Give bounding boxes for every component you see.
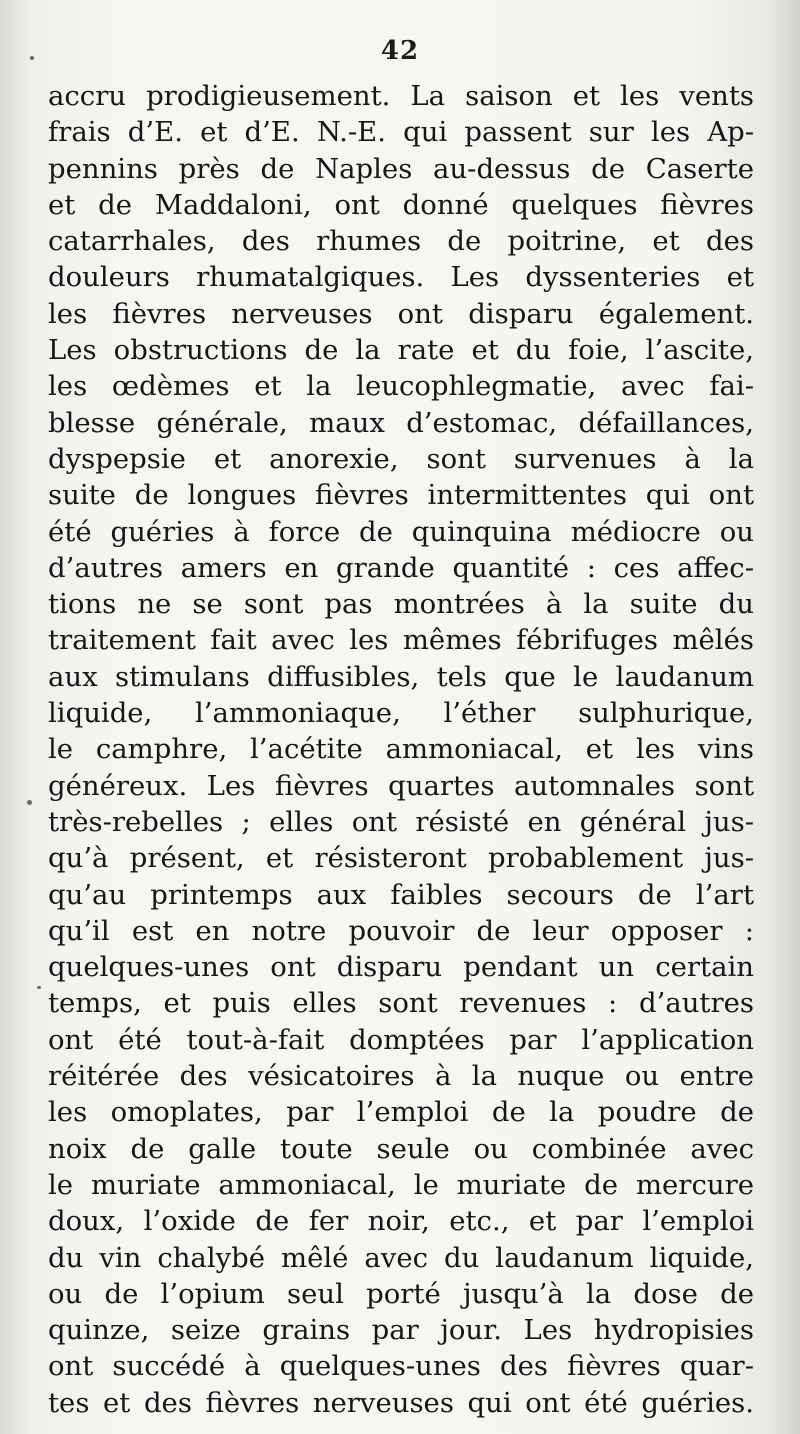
text-line: ont succédé à quelques-unes des fièvres quar- (48, 1350, 754, 1383)
text-line: tions ne se sont pas montrées à la suite du (48, 588, 754, 621)
text-line: dyspepsie et anorexie, sont survenues à la (48, 442, 754, 475)
ink-speck (27, 800, 32, 805)
ink-speck (30, 56, 34, 60)
text-line: les œdèmes et la leucophlegmatie, avec fai- (48, 370, 754, 403)
text-line: les fièvres nerveuses ont disparu également. (48, 297, 754, 330)
text-line: d’autres amers en grande quantité : ces affec- (48, 551, 754, 584)
text-line: blesse générale, maux d’estomac, défaillances, (48, 406, 754, 439)
text-line: les omoplates, par l’emploi de la poudre de (48, 1096, 754, 1129)
text-line: douleurs rhumatalgiques. Les dyssenteries et (48, 261, 754, 294)
text-line: réitérée des vésicatoires à la nuque ou entre (48, 1060, 754, 1093)
text-line: frais d’E. et d’E. N.-E. qui passent sur les Ap- (48, 116, 754, 149)
text-line: très-rebelles ; elles ont résisté en général jus- (48, 805, 754, 838)
text-line: Les obstructions de la rate et du foie, l’ascite, (48, 334, 754, 367)
text-line: ont été tout-à-fait domptées par l’application (48, 1023, 754, 1056)
text-line: qu’il est en notre pouvoir de leur opposer : (48, 914, 754, 947)
text-line: quinze, seize grains par jour. Les hydropisies (48, 1314, 754, 1347)
text-line: catarrhales, des rhumes de poitrine, et des (48, 225, 754, 258)
text-line: qu’à présent, et résisteront probablement jus- (48, 842, 754, 875)
text-line: du vin chalybé mêlé avec du laudanum liquide, (48, 1241, 754, 1274)
text-line: suite de longues fièvres intermittentes qui ont (48, 479, 754, 512)
page-number: 42 (380, 36, 420, 66)
text-line: ou de l’opium seul porté jusqu’à la dose de (48, 1277, 754, 1310)
text-line: qu’au printemps aux faibles secours de l’art (48, 878, 754, 911)
text-line: et de Maddaloni, ont donné quelques fièvres (48, 188, 754, 221)
text-line: quelques-unes ont disparu pendant un certain (48, 951, 754, 984)
text-line: été guéries à force de quinquina médiocre ou (48, 515, 754, 548)
text-line: le camphre, l’acétite ammoniacal, et les vins (48, 733, 754, 766)
body-text (48, 78, 754, 1421)
ink-speck (37, 986, 41, 989)
text-line: liquide, l’ammoniaque, l’éther sulphurique, (48, 697, 754, 730)
text-line: aux stimulans diffusibles, tels que le laudanum (48, 660, 754, 693)
text-line: accru prodigieusement. La saison et les vents (48, 80, 754, 112)
text-line: doux, l’oxide de fer noir, etc., et par l’emploi (48, 1205, 754, 1238)
text-line: traitement fait avec les mêmes fébrifuges mêlés (48, 624, 754, 657)
text-line: le muriate ammoniacal, le muriate de mercure (48, 1168, 754, 1201)
text-line: pennins près de Naples au-dessus de Caserte (48, 152, 754, 185)
text-line: temps, et puis elles sont revenues : d’autres (48, 987, 754, 1020)
text-line: généreux. Les fièvres quartes automnales sont (48, 769, 754, 802)
text-line: tes et des fièvres nerveuses qui ont été guéries. (48, 1386, 754, 1419)
text-line: noix de galle toute seule ou combinée avec (48, 1132, 754, 1165)
